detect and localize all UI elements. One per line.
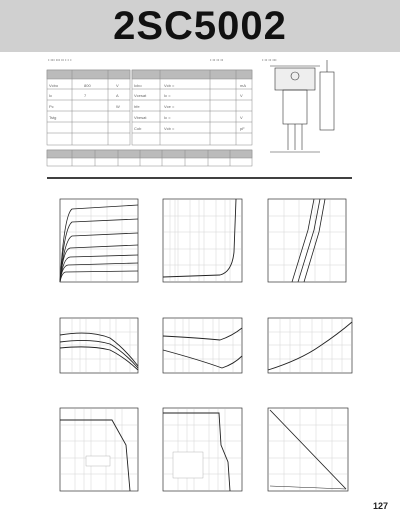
elec-char-condition: Vcb = [164, 83, 175, 88]
max-rating-value: 800 [84, 83, 91, 88]
elec-char-condition: Vce = [164, 104, 175, 109]
switching-table [47, 150, 252, 166]
elec-char-unit: mA [240, 83, 246, 88]
elec-char-symbol: Cob [134, 126, 142, 131]
page-title: 2SC5002 [113, 3, 287, 48]
spec-right-header: • •• •• ••• [262, 57, 277, 62]
elec-char-unit: V [240, 115, 243, 120]
graph-reverse-bias-soa [163, 408, 242, 491]
graph-ic-vce [60, 199, 138, 282]
elec-char-condition: Vcb = [164, 126, 175, 131]
elec-char-unit: pF [240, 126, 245, 131]
package-outline-drawing [270, 60, 334, 152]
elec-chars-table [132, 70, 252, 145]
max-rating-symbol: Ic [49, 93, 53, 98]
spec-mid-header: • •• •• •• [210, 57, 224, 62]
max-rating-unit: V [116, 83, 119, 88]
elec-char-symbol: hfe [134, 104, 140, 109]
max-rating-value: 7 [84, 93, 87, 98]
spec-left-header: • ••• ••• •• • • • [48, 57, 72, 62]
max-rating-symbol: Pc [49, 104, 54, 109]
graph-ic-vbe [268, 199, 346, 282]
elec-char-symbol: Icbo [134, 83, 142, 88]
elec-char-condition: Ic = [164, 115, 171, 120]
graph-safe-operating-area [60, 408, 138, 491]
max-rating-unit: W [116, 104, 120, 109]
elec-char-unit: V [240, 93, 243, 98]
elec-char-symbol: Vcesat [134, 93, 147, 98]
graph-cob-vcb [268, 318, 352, 373]
elec-char-condition: Ic = [164, 93, 171, 98]
graph-vbe-ic [163, 318, 242, 373]
elec-char-symbol: Vbesat [134, 115, 147, 120]
graph-power-derating [268, 408, 348, 491]
graph-vce-ib [163, 199, 242, 282]
max-rating-symbol: Tstg [49, 115, 57, 120]
graph-hfe-ic [60, 318, 138, 373]
max-rating-unit: A [116, 93, 119, 98]
page-number: 127 [372, 501, 388, 511]
max-rating-symbol: Vcbo [49, 83, 59, 88]
